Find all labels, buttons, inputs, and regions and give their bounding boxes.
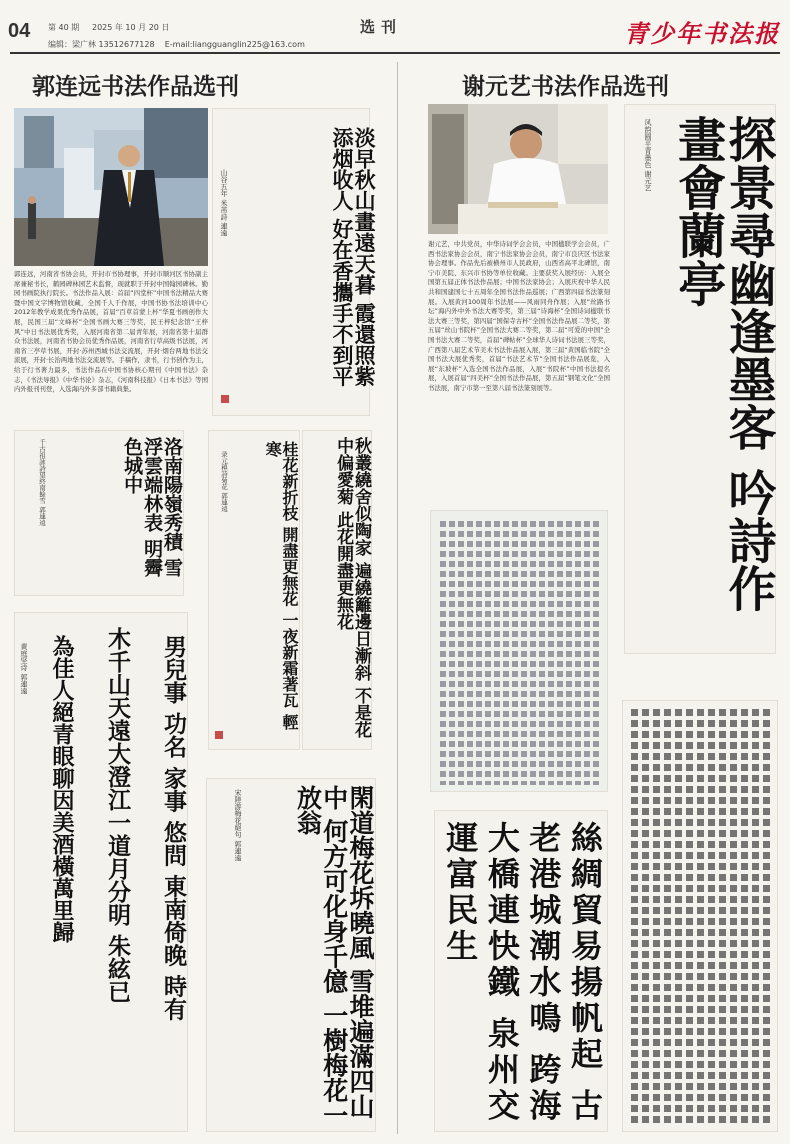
artwork-text-col-2: 木千山天遠大澄江一道月分明 朱絃已 — [104, 627, 131, 1004]
red-seal — [221, 395, 229, 403]
left-bio: 郭连远，河南省书协会员，开封市书协理事，开封市顺河区书协副主席兼秘书长，鹤园碑林园艺术监督，现就职于开封中国翰园碑林。勤园书画院执行院长。书法作品入展：首届“四堂杯”中国书法精品大赛暨中国文字博物馆收藏，全国千人千作展，中国书协书法培训中心2012年教学成果优秀作品展，首届“百草首蒙上杯”华夏书画创作大展，民国三届“文峰杯”全国书画大赛三等奖，民王梓纪念馆“王梓风”中日书法展优秀奖，入展河南省第二届青年展，河南省第十届群众书法展，河南省书协会员优秀作品展，河南省行草高级书法展，河南省三亭草书展，开封·苏州西城书法交流展，开封·烟台两地书法交流展，开封·长治两地书法交流展等。手稿作，隶书，行书创作为主，给于行书著力最多，书法作品在中国书协核心期刊《中国书法》杂志，《书法导报》《中华书论》杂志，《河南科技报》《日本书法》等国内外报刊刊登，入选海内外多部书籍典集。 — [14, 270, 208, 394]
artwork-signature: 黄庭坚诗 郭連遠 — [20, 643, 28, 695]
artwork-xie-2 — [430, 510, 608, 792]
column-divider — [397, 62, 398, 1134]
artwork-text: 洛南陽嶺秀積 雪浮雲端林表 明霽色城中 — [121, 437, 183, 577]
portrait-photo-guo — [14, 108, 208, 266]
artwork-text-col-3: 為佳人絕青眼聊因美酒橫萬里歸 — [49, 635, 75, 943]
editor-line — [48, 39, 305, 50]
artwork-guo-3 — [302, 430, 372, 750]
artwork-guo-5 — [14, 612, 188, 1132]
artwork-text: 閑道梅花坼曉風 雪堆遍滿四山中 何方可化身千億 一樹梅花一放翁 — [293, 785, 375, 1128]
artwork-guo-4 — [208, 430, 300, 750]
editor-email: E-mail:liangguanglin225@163.com — [164, 40, 305, 49]
artwork-text-col-1: 男兒事 功名 家事 悠問 東南倚晚 時有 — [160, 635, 187, 1021]
page-number: 04 — [8, 20, 31, 42]
artwork-xie-4 — [622, 700, 778, 1132]
artwork-text: 淡早秋山畫遠天暮 霞還照紫添烟收人 好在香攜手不到平 — [330, 127, 378, 387]
editor-info: 编辑：梁广林 13512677128 — [48, 40, 155, 49]
artwork-signature: 录元稹詩菊花 郭連遠 — [220, 451, 228, 512]
issue-date: 2025 年 10 月 20 日 — [91, 23, 170, 32]
artwork-guo-1 — [212, 108, 378, 416]
artwork-text: 絲綢貿易揚帆起 古老港城潮水鳴 跨海大橋連快鐵 泉州交運富民生 — [441, 821, 604, 1125]
red-seal — [215, 731, 223, 739]
artwork-text: 桂花新折枝 開盡更無花 一夜新霜著瓦 輕寒 — [263, 441, 299, 730]
right-title: 谢元艺书法作品选刊 — [462, 74, 669, 100]
artwork-signature: 宋陸游梅花絕句 郭連遠 — [234, 789, 242, 862]
section-title: 选刊 — [360, 18, 403, 36]
right-bio: 谢元艺，中共党员，中华诗词学会会员，中国楹联学会会员，广西书法家协会会员，南宁书法家协会会员，南宁市良庆区书法家协会理事。作品先后被横州市人民政府，山西省高平北碑馆，南宁市美院、东兴市书协等单位收藏。主要获奖入展经历：入展全国第五届正体书法作品展；中国书法家协会；入展庆祝中华人民共和国建国七十五周年全国书法作品巡展；广西第四届书法篆刻展。入展黄河100周年书法展——风雨同舟作展；入展“丝路书坛”海内外中外书法大赛等奖，第三届“诗海杯”全国诗词楹联书法大赛三等奖，第四届“国保寺古杯”全国书法作品展二等奖，第五届“丝山书院杯”全国书法大赛二等奖，第二届“可爱的中国”全国书法大赛二等奖，首届“碑帖杯”全球华人诗词书法展三等奖，广西第八届艺术节美术书法作品展入展，第三届“黄国临书院”全国书法大展优秀奖，首届“书法艺术节”全国书法作品展览，入展“东坡杯”入选全国书法作品展，入展“书院杯”中国书法提名展，入展首届“四美杯”全国书法作品展，第五届“钢笔文化”全国书法展，南宁市第一至第八届书法篆刻展等。 — [428, 240, 610, 392]
artwork-guo-6 — [206, 778, 376, 1132]
artwork-signature: 风韵圆平青墨色 谢元艺 — [644, 119, 652, 192]
artwork-xie-3 — [434, 810, 608, 1132]
artwork-signature: 山谷五年 米芾詩 連遠 — [220, 169, 228, 237]
artwork-text: 探景尋幽逢墨客 吟詩作畫會蘭亭 — [669, 115, 776, 612]
issue-number: 第 40 期 — [48, 23, 80, 32]
left-title: 郭连远书法作品选刊 — [32, 74, 239, 100]
portrait-photo-xie — [428, 104, 608, 234]
masthead-logo: 青少年书法报 — [624, 19, 780, 48]
small-script-texture — [629, 707, 773, 1127]
issue-date-line — [48, 22, 169, 33]
artwork-text: 秋叢繞舍似陶家 遍繞籬邊日漸斜 不是花中偏愛菊 此花開盡更無花 — [333, 437, 371, 738]
artwork-xie-1 — [624, 104, 776, 654]
small-script-texture — [439, 519, 601, 785]
artwork-signature: 千古祖詠詩望終南餘雪 郭連遠 — [38, 439, 46, 526]
header-rule — [10, 52, 780, 54]
artwork-guo-2 — [14, 430, 184, 596]
